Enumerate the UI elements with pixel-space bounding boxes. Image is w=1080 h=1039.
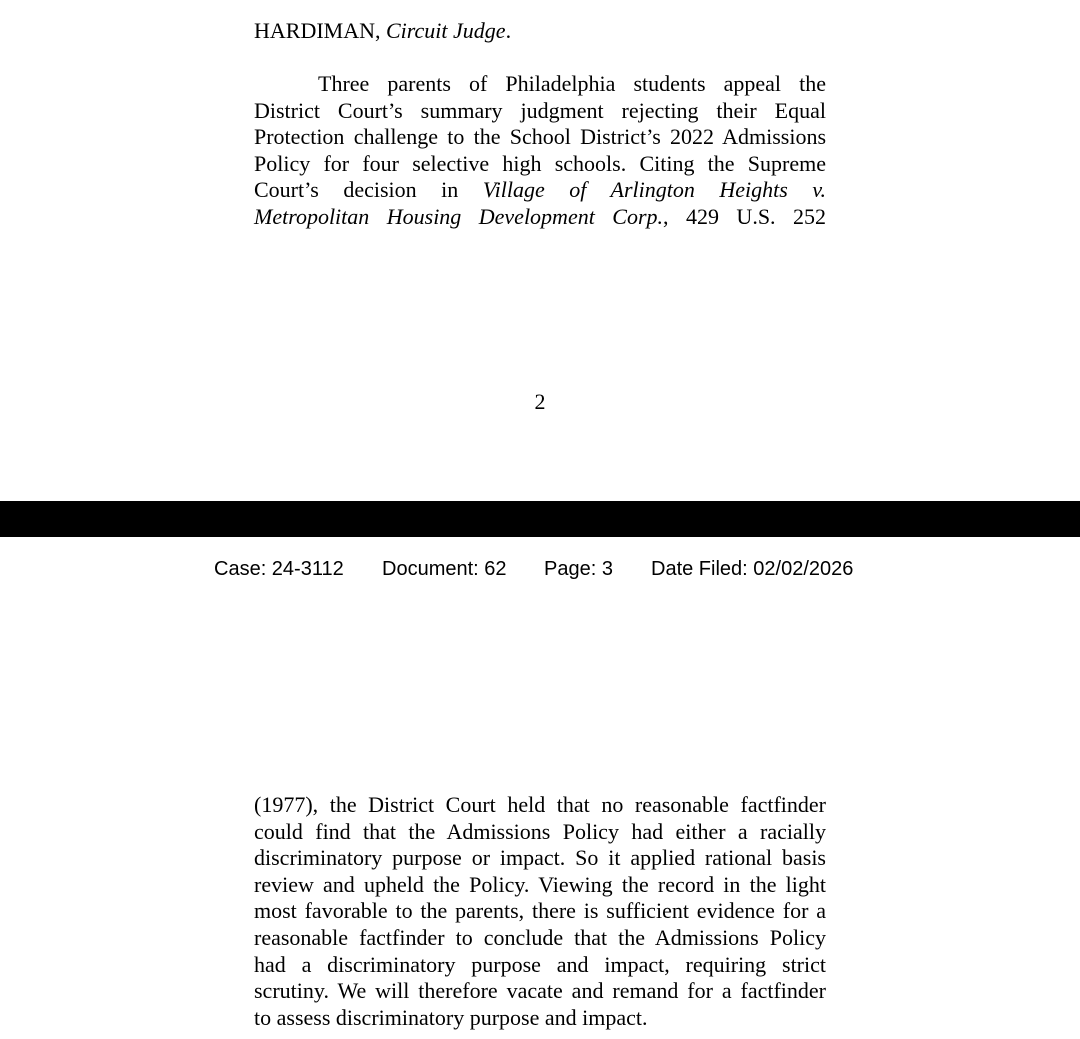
line-text: Court’s decision in [254,177,483,203]
page-number: 2 [534,389,546,414]
case-citation-italic: Village of Arlington Heights v. [482,177,827,203]
paragraph-line: scrutiny. We will therefore vacate and remand for a factfinder [254,978,826,1004]
page-label: Page: 3 [544,558,613,580]
line-text: , 429 U.S. 252 [663,203,827,229]
opinion-paragraph-top [254,71,826,231]
paragraph-line: could find that the Admissions Policy had either a racially [254,818,826,844]
paragraph-line [254,204,826,231]
paragraph-line: (1977), the District Court held that no reasonable factfinder [254,792,826,817]
judge-period: . [505,18,512,43]
case-number: Case: 24-3112 [214,558,344,580]
paragraph-line: Protection challenge to the School District’s 2022 Admissions [254,124,826,150]
date-filed: Date Filed: 02/02/2026 [651,558,854,580]
judge-attribution [254,18,511,44]
paragraph-line: review and upheld the Policy. Viewing the record in the light [254,871,826,897]
paragraph-line: reasonable factfinder to conclude that the Admissions Policy [254,924,826,950]
paragraph-line: District Court’s summary judgment rejecting their Equal [254,97,826,123]
judge-name: HARDIMAN, [254,18,386,43]
page-break-bar [0,501,1080,537]
paragraph-line: discriminatory purpose or impact. So it applied rational basis [254,845,826,871]
paragraph-line: most favorable to the parents, there is sufficient evidence for a [254,898,826,924]
judge-title: Circuit Judge [386,18,506,43]
opinion-paragraph-bottom [254,792,826,1031]
paragraph-line [254,177,826,204]
paragraph-line: Policy for four selective high schools. Citing the Supreme [254,150,826,176]
paragraph-line: to assess discriminatory purpose and impact. [254,1004,648,1030]
paragraph-line: Three parents of Philadelphia students appeal the [318,71,826,96]
case-citation-italic: Metropolitan Housing Development Corp. [254,203,664,229]
document-number: Document: 62 [382,558,507,580]
paragraph-line: had a discriminatory purpose and impact, requiring strict [254,951,826,977]
